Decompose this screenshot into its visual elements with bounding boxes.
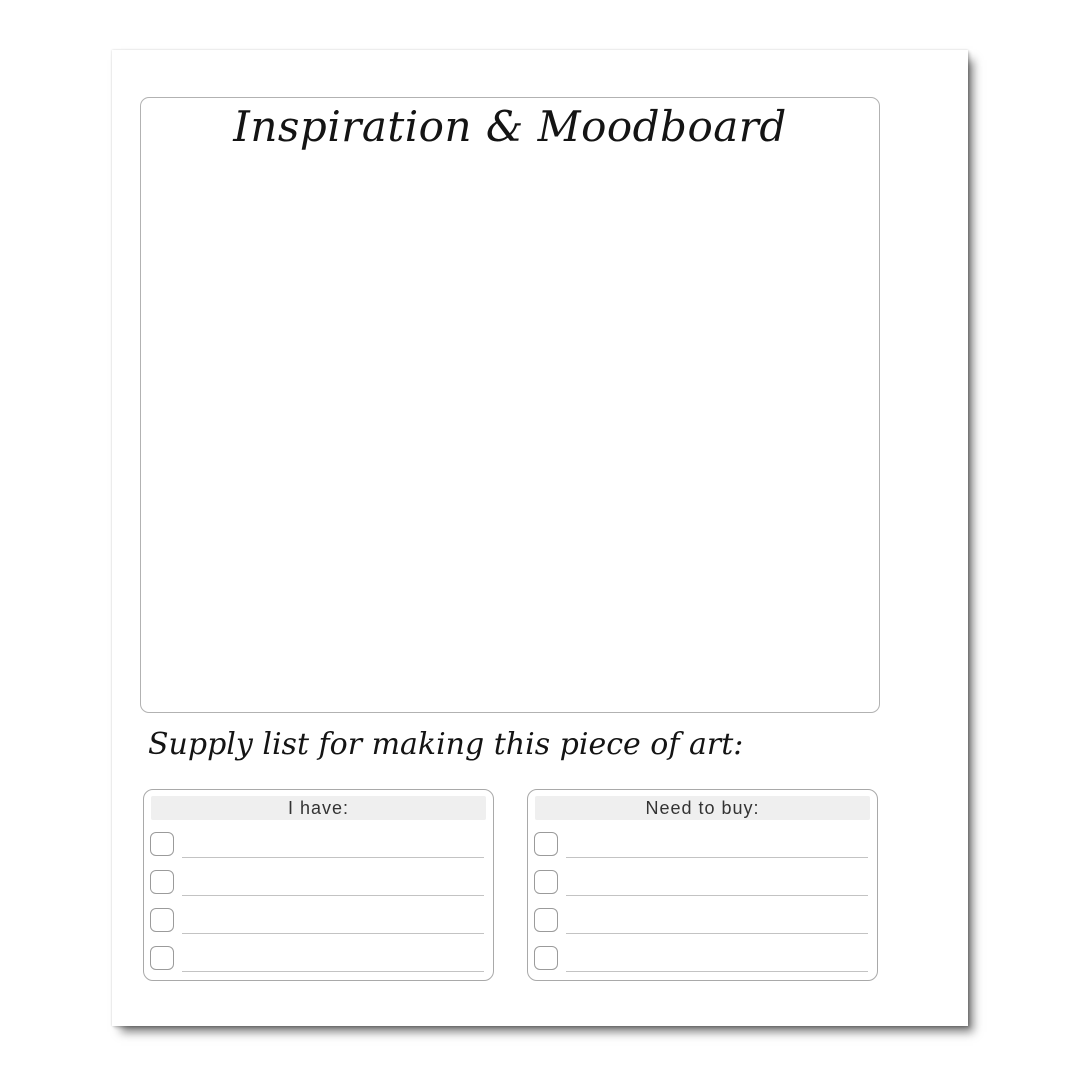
write-line[interactable] [182, 873, 484, 896]
write-line[interactable] [566, 835, 868, 858]
checklist-i-have [143, 789, 494, 981]
checklist-row [144, 858, 493, 896]
write-line[interactable] [566, 949, 868, 972]
checkbox[interactable] [150, 946, 174, 970]
write-line[interactable] [182, 949, 484, 972]
checkbox[interactable] [150, 908, 174, 932]
checklist-row [144, 820, 493, 858]
checklist-header-need-to-buy: Need to buy: [535, 796, 870, 820]
write-line[interactable] [566, 911, 868, 934]
checklist-header-i-have: I have: [151, 796, 486, 820]
checklist-rows [144, 820, 493, 972]
checklist-row [144, 934, 493, 972]
checkbox[interactable] [150, 870, 174, 894]
moodboard-canvas[interactable] [140, 97, 880, 713]
write-line[interactable] [566, 873, 868, 896]
checklist-row [528, 820, 877, 858]
checklist-need-to-buy [527, 789, 878, 981]
worksheet-sheet [112, 50, 968, 1026]
moodboard-title: Inspiration & Moodboard [233, 102, 787, 151]
checkbox[interactable] [534, 870, 558, 894]
checkbox[interactable] [150, 832, 174, 856]
checkbox[interactable] [534, 946, 558, 970]
checklist-row [144, 896, 493, 934]
checkbox[interactable] [534, 908, 558, 932]
checklist-row [528, 896, 877, 934]
write-line[interactable] [182, 835, 484, 858]
write-line[interactable] [182, 911, 484, 934]
supply-list-heading: Supply list for making this piece of art: [148, 727, 744, 762]
checklist-rows [528, 820, 877, 972]
checklist-row [528, 858, 877, 896]
checklist-row [528, 934, 877, 972]
checkbox[interactable] [534, 832, 558, 856]
